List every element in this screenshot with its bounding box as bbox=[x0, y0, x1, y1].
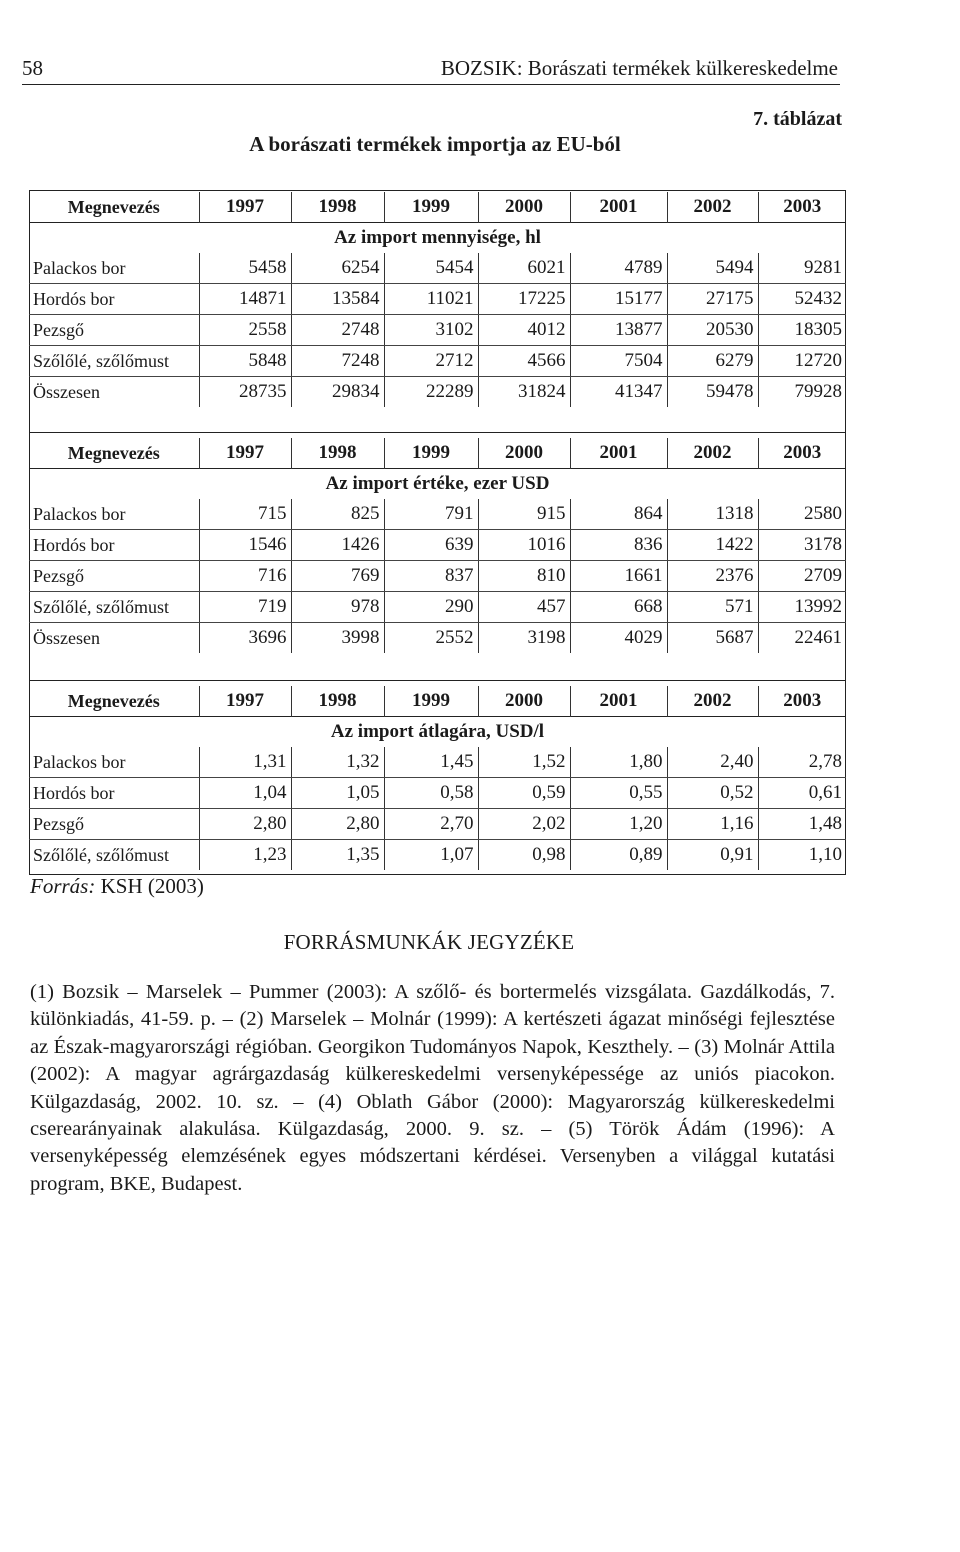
table-cell: 13992 bbox=[758, 592, 846, 623]
column-header-year: 2001 bbox=[570, 686, 667, 717]
row-label: Hordós bor bbox=[29, 778, 199, 809]
table-cell: 0,91 bbox=[667, 840, 758, 871]
table-row bbox=[29, 253, 846, 284]
table-cell: 825 bbox=[291, 499, 384, 530]
table-cell: 915 bbox=[478, 499, 570, 530]
table-cell: 1422 bbox=[667, 530, 758, 561]
table-cell: 1016 bbox=[478, 530, 570, 561]
table-cell: 3102 bbox=[384, 315, 478, 346]
table-cell: 571 bbox=[667, 592, 758, 623]
table-row bbox=[29, 840, 846, 871]
table-cell: 3178 bbox=[758, 530, 846, 561]
table-header-row bbox=[29, 438, 846, 469]
table-row bbox=[29, 377, 846, 408]
column-header-year: 2003 bbox=[783, 690, 822, 711]
data-table-section bbox=[29, 192, 846, 407]
column-header-label: Megnevezés bbox=[29, 686, 199, 717]
column-header-year: 1999 bbox=[384, 686, 478, 717]
table-cell: 17225 bbox=[478, 284, 570, 315]
row-label: Palackos bor bbox=[29, 747, 199, 778]
table-cell: 13584 bbox=[291, 284, 384, 315]
section-divider bbox=[29, 432, 846, 433]
row-label: Pezsgő bbox=[29, 315, 199, 346]
column-header-year: 2002 bbox=[667, 438, 758, 469]
table-cell: 836 bbox=[570, 530, 667, 561]
table-cell: 864 bbox=[570, 499, 667, 530]
table-cell: 7504 bbox=[570, 346, 667, 377]
source-note bbox=[30, 874, 204, 899]
row-label: Pezsgő bbox=[29, 561, 199, 592]
table-cell: 457 bbox=[478, 592, 570, 623]
table-header-row bbox=[29, 686, 846, 717]
column-header-year: 2003 bbox=[783, 442, 822, 463]
row-label: Szőlőlé, szőlőmust bbox=[29, 592, 199, 623]
table-cell: 79928 bbox=[794, 381, 842, 402]
column-header-year: 1998 bbox=[291, 192, 384, 223]
table-number: 7. táblázat bbox=[753, 108, 842, 130]
table-cell: 14871 bbox=[199, 284, 291, 315]
section-subtitle: Az import értéke, ezer USD bbox=[325, 473, 550, 494]
table-cell: 22461 bbox=[794, 627, 842, 648]
table-cell: 5687 bbox=[667, 623, 758, 654]
table-cell: 13877 bbox=[570, 315, 667, 346]
table-cell: 18305 bbox=[758, 315, 846, 346]
table-cell: 0,55 bbox=[570, 778, 667, 809]
table-cell: 5494 bbox=[667, 253, 758, 284]
table-cell: 1,05 bbox=[291, 778, 384, 809]
table-cell: 20530 bbox=[667, 315, 758, 346]
column-header-year: 2000 bbox=[478, 192, 570, 223]
table-row bbox=[29, 809, 846, 840]
table-cell: 3998 bbox=[291, 623, 384, 654]
column-header-year: 1997 bbox=[199, 438, 291, 469]
table-cell: 22289 bbox=[384, 377, 478, 408]
section-subtitle: Az import mennyisége, hl bbox=[334, 227, 541, 248]
table-cell: 0,52 bbox=[667, 778, 758, 809]
table-cell: 2580 bbox=[758, 499, 846, 530]
table-cell: 0,61 bbox=[758, 778, 846, 809]
column-header-year: 2002 bbox=[667, 192, 758, 223]
table-cell: 1,20 bbox=[570, 809, 667, 840]
table-cell: 6021 bbox=[478, 253, 570, 284]
table-cell: 1318 bbox=[667, 499, 758, 530]
data-table-section bbox=[29, 686, 846, 870]
table-cell: 2712 bbox=[384, 346, 478, 377]
table-cell: 719 bbox=[199, 592, 291, 623]
table-cell: 4012 bbox=[478, 315, 570, 346]
table-cell: 5454 bbox=[384, 253, 478, 284]
table-cell: 1,10 bbox=[808, 844, 842, 865]
table-cell: 27175 bbox=[667, 284, 758, 315]
row-label: Szőlőlé, szőlőmust bbox=[29, 346, 199, 377]
column-header-year: 2002 bbox=[667, 686, 758, 717]
table-cell: 715 bbox=[199, 499, 291, 530]
table-row bbox=[29, 530, 846, 561]
table-row bbox=[29, 623, 846, 654]
table-cell: 1,52 bbox=[478, 747, 570, 778]
table-cell: 2,80 bbox=[199, 809, 291, 840]
table-cell: 769 bbox=[291, 561, 384, 592]
table-cell: 3696 bbox=[199, 623, 291, 654]
column-header-year: 1997 bbox=[199, 686, 291, 717]
table-cell: 29834 bbox=[291, 377, 384, 408]
column-header-year: 1999 bbox=[384, 438, 478, 469]
table-cell: 1,48 bbox=[758, 809, 846, 840]
table-cell: 1661 bbox=[570, 561, 667, 592]
references-title: FORRÁSMUNKÁK JEGYZÉKE bbox=[283, 930, 575, 954]
table-cell: 2748 bbox=[291, 315, 384, 346]
table-cell: 11021 bbox=[384, 284, 478, 315]
column-header-label: Megnevezés bbox=[29, 438, 199, 469]
table-cell: 810 bbox=[478, 561, 570, 592]
table-cell: 1,16 bbox=[667, 809, 758, 840]
table-cell: 2,02 bbox=[478, 809, 570, 840]
section-divider bbox=[29, 680, 846, 681]
column-header-label: Megnevezés bbox=[29, 192, 199, 223]
table-cell: 716 bbox=[199, 561, 291, 592]
page-number: 58 bbox=[22, 56, 43, 80]
table-cell: 2376 bbox=[667, 561, 758, 592]
table-cell: 0,89 bbox=[570, 840, 667, 871]
table-cell: 1426 bbox=[291, 530, 384, 561]
row-label: Hordós bor bbox=[29, 284, 199, 315]
column-header-year: 2001 bbox=[570, 192, 667, 223]
table-cell: 0,58 bbox=[384, 778, 478, 809]
table-row bbox=[29, 592, 846, 623]
table-cell: 4566 bbox=[478, 346, 570, 377]
table-cell: 2,70 bbox=[384, 809, 478, 840]
row-label: Szőlőlé, szőlőmust bbox=[29, 840, 199, 871]
table-cell: 6279 bbox=[667, 346, 758, 377]
table-cell: 12720 bbox=[758, 346, 846, 377]
column-header-year: 2000 bbox=[478, 686, 570, 717]
table-cell: 837 bbox=[384, 561, 478, 592]
source-text: KSH (2003) bbox=[95, 874, 204, 898]
table-row bbox=[29, 747, 846, 778]
table-cell: 1,80 bbox=[570, 747, 667, 778]
table-cell: 1,04 bbox=[199, 778, 291, 809]
table-cell: 0,98 bbox=[478, 840, 570, 871]
table-cell: 7248 bbox=[291, 346, 384, 377]
row-label: Palackos bor bbox=[29, 253, 199, 284]
row-label: Pezsgő bbox=[29, 809, 199, 840]
row-label: Hordós bor bbox=[29, 530, 199, 561]
table-cell: 2,40 bbox=[667, 747, 758, 778]
table-cell: 5848 bbox=[199, 346, 291, 377]
column-header-year: 2000 bbox=[478, 438, 570, 469]
table-row bbox=[29, 284, 846, 315]
table-cell: 2558 bbox=[199, 315, 291, 346]
column-header-year: 1998 bbox=[291, 686, 384, 717]
table-cell: 2552 bbox=[384, 623, 478, 654]
table-cell: 15177 bbox=[570, 284, 667, 315]
table-cell: 28735 bbox=[199, 377, 291, 408]
table-cell: 1,45 bbox=[384, 747, 478, 778]
table-cell: 1,32 bbox=[291, 747, 384, 778]
table-cell: 2,80 bbox=[291, 809, 384, 840]
table-header-row bbox=[29, 192, 846, 223]
table-cell: 290 bbox=[384, 592, 478, 623]
table-cell: 6254 bbox=[291, 253, 384, 284]
table-cell: 978 bbox=[291, 592, 384, 623]
column-header-year: 1998 bbox=[291, 438, 384, 469]
table-cell: 2709 bbox=[758, 561, 846, 592]
table-cell: 668 bbox=[570, 592, 667, 623]
table-cell: 791 bbox=[384, 499, 478, 530]
table-cell: 4789 bbox=[570, 253, 667, 284]
table-cell: 52432 bbox=[758, 284, 846, 315]
row-label: Palackos bor bbox=[29, 499, 199, 530]
page-header bbox=[22, 56, 840, 85]
table-row bbox=[29, 778, 846, 809]
column-header-year: 1997 bbox=[199, 192, 291, 223]
column-header-year: 1999 bbox=[384, 192, 478, 223]
table-cell: 4029 bbox=[570, 623, 667, 654]
column-header-year: 2003 bbox=[783, 196, 822, 217]
column-header-year: 2001 bbox=[570, 438, 667, 469]
references-body: (1) Bozsik – Marselek – Pummer (2003): A szőlő- és bortermelés vizsgálata. Gazdálkodás, 7. különkiadás, 41-59. p. – (2) Marselek – Molnár (1999): A kertészeti ágazat minőségi fejlesztése az Észak-magyarországi régióban. Georgikon Tudományos Napok, Keszthely. – (3) Molnár Attila (2002): A magyar agrárgazdaság külkereskedelmi versenyképessége az uniós piacokon. Külgazdaság, 2002. 10. sz. – (4) Oblath Gábor (2000): Magyarország külkereskedelmi cserearányainak alakulása. Külgazdaság, 2000. 9. sz. – (5) Török Ádám (1996): A versenyképesség elemzésének egyes módszertani kérdései. Versenyben a világgal kutatási program, BKE, Budapest. bbox=[30, 981, 835, 1195]
running-head: BOZSIK: Borászati termékek külkereskedelme bbox=[440, 56, 838, 80]
source-label: Forrás: bbox=[30, 874, 96, 898]
row-label: Összesen bbox=[29, 623, 199, 654]
table-cell: 41347 bbox=[570, 377, 667, 408]
table-cell: 1,35 bbox=[291, 840, 384, 871]
table-cell: 9281 bbox=[758, 253, 846, 284]
table-row bbox=[29, 561, 846, 592]
table-cell: 1,23 bbox=[199, 840, 291, 871]
table-cell: 5458 bbox=[199, 253, 291, 284]
table-row bbox=[29, 346, 846, 377]
table-row bbox=[29, 315, 846, 346]
table-cell: 59478 bbox=[667, 377, 758, 408]
table-cell: 1,31 bbox=[199, 747, 291, 778]
table-cell: 2,78 bbox=[758, 747, 846, 778]
table-cell: 1,07 bbox=[384, 840, 478, 871]
table-cell: 31824 bbox=[478, 377, 570, 408]
data-table-section bbox=[29, 438, 846, 653]
table-cell: 639 bbox=[384, 530, 478, 561]
table-cell: 3198 bbox=[478, 623, 570, 654]
section-subtitle: Az import átlagára, USD/l bbox=[330, 721, 545, 742]
table-cell: 1546 bbox=[199, 530, 291, 561]
row-label: Összesen bbox=[29, 377, 199, 408]
table-cell: 0,59 bbox=[478, 778, 570, 809]
table-row bbox=[29, 499, 846, 530]
table-title: A borászati termékek importja az EU-ból bbox=[249, 132, 621, 156]
